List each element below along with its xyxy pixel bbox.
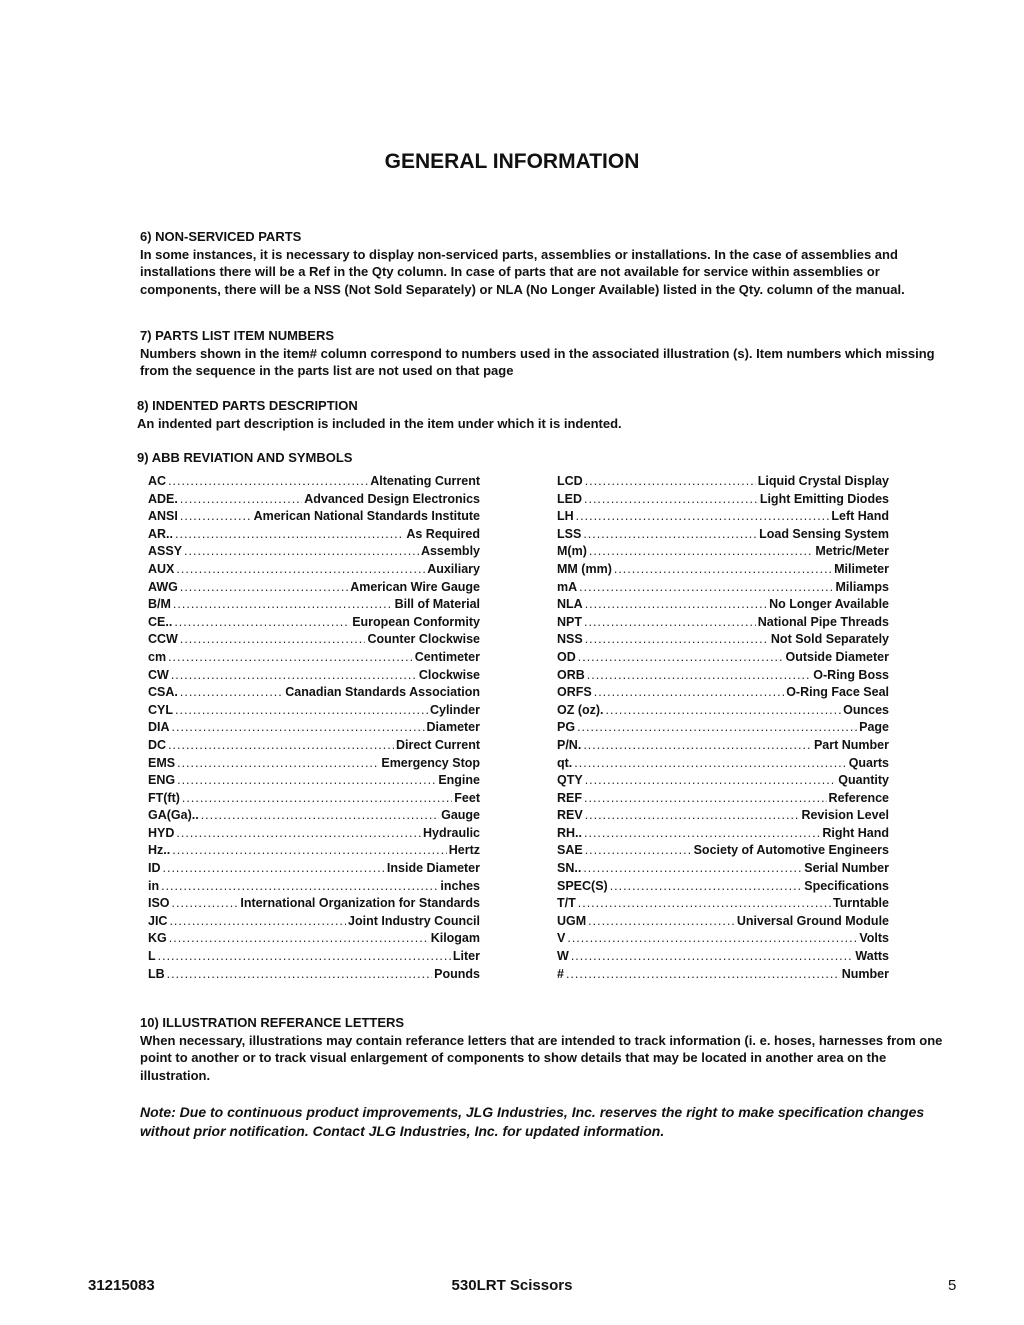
leader-dots (172, 896, 239, 910)
leader-dots (180, 580, 348, 594)
abbreviation-meaning: Liquid Crystal Display (757, 474, 889, 488)
leader-dots (177, 756, 379, 770)
section-heading: 10) ILLUSTRATION REFERANCE LETTERS (140, 1015, 405, 1030)
abbreviation-meaning: Advanced Design Electronics (304, 491, 480, 506)
abbreviation-row (557, 544, 889, 562)
abbreviation-row (557, 668, 889, 686)
abbreviation: FT(ft) (148, 790, 180, 805)
leader-dots (158, 949, 451, 963)
abbreviation: QTY (557, 773, 583, 788)
abbreviation-meaning: Pounds (434, 966, 480, 981)
abbreviation-row (148, 826, 480, 844)
leader-dots (180, 685, 283, 699)
leader-dots (172, 843, 447, 857)
abbreviation: SN.. (557, 861, 582, 876)
leader-dots (171, 668, 417, 682)
leader-dots (583, 861, 802, 875)
section-non-serviced-parts (140, 228, 950, 298)
abbreviation-meaning: Bill of Material (394, 597, 480, 612)
section-indented-parts-description (137, 397, 947, 432)
abbreviation-meaning: Miliamps (835, 579, 889, 594)
abbreviation-meaning: Light Emitting Diodes (759, 491, 889, 506)
abbreviation-row (148, 632, 480, 650)
abbreviation: DIA (148, 720, 170, 735)
abbreviation-meaning: Quantity (838, 773, 889, 788)
abbreviation-row (148, 791, 480, 809)
leader-dots (176, 562, 425, 576)
abbreviation: UGM (557, 913, 587, 928)
section-heading: 6) NON-SERVICED PARTS (140, 229, 302, 244)
abbreviation-row (557, 615, 889, 633)
abbreviation-meaning: American National Standards Institute (253, 509, 480, 524)
abbreviation-meaning: Metric/Meter (815, 544, 889, 559)
abbreviation-row (148, 720, 480, 738)
leader-dots (585, 773, 837, 787)
abbreviation: CSA. (148, 685, 178, 700)
abbreviation-meaning: Auxiliary (427, 561, 480, 576)
abbreviation: MM (mm) (557, 561, 612, 576)
abbreviation-meaning: American Wire Gauge (350, 579, 480, 594)
leader-dots (585, 632, 769, 646)
abbreviation-row (557, 492, 889, 510)
abbreviation-row (557, 967, 889, 985)
abbreviation: SAE (557, 843, 583, 858)
abbreviation-row (557, 580, 889, 598)
abbreviation: AR.. (148, 526, 173, 541)
abbreviation-meaning: Kilogam (430, 931, 480, 946)
abbreviation-row (557, 632, 889, 650)
abbreviation-meaning: Centimeter (414, 649, 480, 664)
section-parts-list-item-numbers (140, 327, 950, 380)
leader-dots (168, 650, 413, 664)
abbreviation-row (148, 773, 480, 791)
leader-dots (175, 703, 428, 717)
abbreviation-meaning: Altenating Current (370, 474, 480, 488)
abbreviation-row (557, 720, 889, 738)
leader-dots (577, 720, 857, 734)
abbreviation-meaning: As Required (406, 526, 480, 541)
abbreviation-row (148, 597, 480, 615)
abbreviation-row (148, 492, 480, 510)
abbreviation: SPEC(S) (557, 878, 608, 893)
abbreviation-row (148, 914, 480, 932)
leader-dots (169, 931, 429, 945)
abbreviation-row (557, 931, 889, 949)
abbreviation-row (148, 474, 480, 492)
abbreviation-row (557, 597, 889, 615)
abbreviation-meaning: Not Sold Separately (770, 632, 889, 647)
abbreviation-meaning: Left Hand (831, 509, 889, 524)
abbreviation: CYL (148, 702, 173, 717)
abbreviation: mA (557, 579, 578, 594)
abbreviation-row (557, 826, 889, 844)
abbreviation-row (557, 843, 889, 861)
abbreviation-row (557, 914, 889, 932)
abbreviation-meaning: Load Sensing System (759, 526, 889, 541)
abbreviation: M(m) (557, 544, 587, 559)
abbreviation: W (557, 949, 569, 964)
abbreviation-row (557, 650, 889, 668)
abbreviation: NLA (557, 597, 583, 612)
abbreviation: AWG (148, 579, 178, 594)
abbreviation-meaning: Page (859, 720, 889, 735)
abbreviation-meaning: European Conformity (352, 614, 480, 629)
abbreviation-row (148, 509, 480, 527)
abbreviation-meaning: Hertz (448, 843, 480, 858)
abbreviation-meaning: Ounces (843, 702, 889, 717)
abbreviation-meaning: Specifications (804, 878, 889, 893)
abbreviation: JIC (148, 913, 168, 928)
leader-dots (172, 720, 425, 734)
abbreviation-row (148, 703, 480, 721)
leader-dots (168, 474, 368, 488)
abbreviation: AC (148, 474, 167, 488)
section-heading: 8) INDENTED PARTS DESCRIPTION (137, 398, 358, 413)
abbreviation-row (557, 879, 889, 897)
abbreviation-row (148, 861, 480, 879)
leader-dots (583, 738, 812, 752)
abbreviation-row (148, 615, 480, 633)
abbreviation-row (557, 703, 889, 721)
leader-dots (175, 527, 404, 541)
footer-page-number: 5 (948, 1277, 957, 1294)
abbreviation-meaning: Feet (454, 790, 480, 805)
footer-model-name: 530LRT Scissors (451, 1277, 573, 1294)
abbreviation: KG (148, 931, 167, 946)
abbreviation: # (557, 966, 564, 981)
abbreviation-row (148, 808, 480, 826)
leader-dots (589, 544, 814, 558)
note-text: Note: Due to continuous product improvements, JLG Industries, Inc. reserves the right to make specification changes without prior notification. Contact JLG Industries, Inc. for updated information. (140, 1104, 925, 1139)
leader-dots (579, 580, 833, 594)
abbreviation-meaning: Hydraulic (423, 825, 480, 840)
abbreviation-meaning: Counter Clockwise (367, 632, 480, 647)
leader-dots (594, 685, 784, 699)
abbreviation-row (557, 509, 889, 527)
abbreviation: LB (148, 966, 165, 981)
abbreviation: ADE. (148, 491, 178, 506)
leader-dots (180, 492, 302, 506)
section-text: Numbers shown in the item# column correspond to numbers used in the associated illustration (s). Item numbers which missing from the sequence in the parts list are not used on that page (140, 345, 935, 378)
abbreviation: L (148, 949, 156, 964)
abbreviation: OZ (oz). (557, 702, 604, 717)
abbreviation-meaning: Society of Automotive Engineers (693, 843, 889, 858)
abbreviation-row (148, 668, 480, 686)
abbreviation-row (557, 808, 889, 826)
abbreviation-meaning: Inside Diameter (386, 861, 480, 876)
abbreviation-meaning: Turntable (832, 896, 889, 911)
abbreviation-row (148, 756, 480, 774)
leader-dots (161, 879, 438, 893)
abbreviation-row (557, 738, 889, 756)
leader-dots (176, 826, 421, 840)
leader-dots (606, 703, 842, 717)
leader-dots (584, 615, 756, 629)
abbreviation-meaning: Outside Diameter (785, 649, 889, 664)
abbreviation-meaning: Serial Number (804, 861, 889, 876)
leader-dots (584, 791, 827, 805)
abbreviation-row (557, 861, 889, 879)
abbreviation: P/N. (557, 737, 582, 752)
abbreviation: ANSI (148, 509, 178, 524)
abbreviation-row (148, 931, 480, 949)
abbreviation-meaning: National Pipe Threads (757, 614, 889, 629)
abbreviation-meaning: Clockwise (418, 667, 480, 682)
section-text: In some instances, it is necessary to display non-serviced parts, assemblies or installations. In the case of assemblies and installations there will be a Ref in the Qty column. In case of parts that are not available for service within assemblies or components, there will be a NSS (Not Sold Separately) or NLA (No Longer Available) listed in the Qty. column of the manual. (140, 246, 905, 297)
abbreviation-meaning: Joint Industry Council (348, 913, 480, 928)
leader-dots (587, 668, 812, 682)
abbreviation: OD (557, 649, 576, 664)
page-title: GENERAL INFORMATION (384, 150, 640, 173)
abbreviation: LSS (557, 526, 582, 541)
leader-dots (584, 826, 820, 840)
abbreviation-meaning: Diameter (426, 720, 480, 735)
abbreviation: PG (557, 720, 576, 735)
leader-dots (585, 843, 692, 857)
abbreviation-meaning: Emergency Stop (381, 755, 480, 770)
abbreviation: ORFS (557, 685, 592, 700)
leader-dots (574, 756, 846, 770)
abbreviation-meaning: International Organization for Standards (240, 896, 480, 911)
abbreviation: LH (557, 509, 574, 524)
abbreviation: ID (148, 861, 161, 876)
abbreviation-meaning: Reference (828, 790, 889, 805)
abbreviation-row (148, 738, 480, 756)
leader-dots (610, 879, 803, 893)
abbreviation: EMS (148, 755, 176, 770)
abbreviation-row (148, 562, 480, 580)
abbreviation-row (148, 685, 480, 703)
leader-dots (585, 808, 800, 822)
abbreviation-meaning: Right Hand (822, 825, 889, 840)
abbreviation-row (557, 527, 889, 545)
leader-dots (182, 791, 452, 805)
leader-dots (583, 527, 757, 541)
abbreviation-meaning: Quarts (848, 755, 889, 770)
abbreviation: CE.. (148, 614, 173, 629)
leader-dots (184, 544, 419, 558)
abbreviation-meaning: Engine (438, 773, 480, 788)
abbreviation: LCD (557, 474, 583, 488)
abbreviation-meaning: O-Ring Face Seal (786, 685, 889, 700)
abbreviation: REV (557, 808, 583, 823)
leader-dots (180, 509, 252, 523)
abbreviation-meaning: No Longer Available (769, 597, 889, 612)
abbreviation-row (148, 650, 480, 668)
leader-dots (177, 773, 436, 787)
footer-document-number: 31215083 (88, 1277, 155, 1294)
abbreviation: cm (148, 649, 167, 664)
abbreviation: NPT (557, 614, 582, 629)
abbreviation-row (557, 474, 889, 492)
leader-dots (201, 808, 439, 822)
abbreviation-meaning: Number (841, 966, 889, 981)
leader-dots (588, 914, 735, 928)
abbreviation-row (557, 791, 889, 809)
leader-dots (585, 597, 767, 611)
abbreviation: DC (148, 737, 167, 752)
abbreviation-row (557, 773, 889, 791)
abbreviation-list-right (557, 474, 889, 984)
leader-dots (585, 474, 756, 488)
abbreviation-row (148, 967, 480, 985)
abbreviation-meaning: Cylinder (429, 702, 480, 717)
leader-dots (576, 509, 830, 523)
leader-dots (174, 615, 350, 629)
abbreviation-row (148, 949, 480, 967)
abbreviation-meaning: Liter (452, 949, 480, 964)
abbreviation-row (557, 949, 889, 967)
abbreviation-meaning: Assembly (420, 544, 480, 559)
abbreviation-meaning: O-Ring Boss (813, 667, 889, 682)
abbreviation-meaning: Universal Ground Module (736, 913, 889, 928)
abbreviation: LED (557, 491, 582, 506)
abbreviation-row (557, 896, 889, 914)
abbreviation: AUX (148, 561, 175, 576)
abbreviation: HYD (148, 825, 175, 840)
abbreviation: ISO (148, 896, 170, 911)
abbreviation: ENG (148, 773, 176, 788)
leader-dots (614, 562, 832, 576)
abbreviation-list-left (148, 474, 480, 984)
abbreviation-meaning: inches (440, 878, 480, 893)
leader-dots (578, 650, 784, 664)
abbreviation: GA(Ga).. (148, 808, 199, 823)
abbreviation-meaning: Revision Level (801, 808, 889, 823)
leader-dots (168, 738, 394, 752)
abbreviation-meaning: Volts (859, 931, 889, 946)
leader-dots (584, 492, 758, 506)
leader-dots (571, 949, 854, 963)
abbreviation: CW (148, 667, 169, 682)
abbreviation-row (148, 580, 480, 598)
abbreviation: REF (557, 790, 582, 805)
abbreviation-row (148, 896, 480, 914)
leader-dots (173, 597, 393, 611)
abbreviation-meaning: Direct Current (395, 737, 480, 752)
section-heading: 7) PARTS LIST ITEM NUMBERS (140, 328, 335, 343)
abbreviation-meaning: Canadian Standards Association (285, 685, 480, 700)
section-text: An indented part description is included in the item under which it is indented. (137, 415, 622, 431)
abbreviation: in (148, 878, 160, 893)
abbreviation: RH.. (557, 825, 582, 840)
abbreviation: Hz.. (148, 843, 171, 858)
leader-dots (169, 914, 346, 928)
abbreviation-row (148, 527, 480, 545)
section-heading-abbreviations: 9) ABB REVIATION AND SYMBOLS (137, 450, 353, 465)
abbreviation-meaning: Gauge (441, 808, 480, 823)
abbreviation: T/T (557, 896, 576, 911)
abbreviation-row (557, 756, 889, 774)
section-illustration-reference-letters (140, 1014, 950, 1084)
abbreviation: B/M (148, 597, 171, 612)
abbreviation-meaning: Part Number (813, 737, 889, 752)
abbreviation-row (148, 843, 480, 861)
abbreviation: ASSY (148, 544, 183, 559)
abbreviation: qt. (557, 755, 573, 770)
abbreviation: ORB (557, 667, 585, 682)
abbreviation: NSS (557, 632, 583, 647)
leader-dots (567, 931, 857, 945)
abbreviation-row (557, 685, 889, 703)
leader-dots (180, 632, 366, 646)
leader-dots (578, 896, 831, 910)
abbreviation: CCW (148, 632, 178, 647)
abbreviation-row (557, 562, 889, 580)
abbreviation-meaning: Watts (855, 949, 889, 964)
abbreviation: V (557, 931, 566, 946)
abbreviation-row (148, 544, 480, 562)
abbreviation-meaning: Milimeter (834, 561, 889, 576)
leader-dots (163, 861, 385, 875)
section-text: When necessary, illustrations may contain referance letters that are intended to track information (i. e. hoses, harnesses from one point to another or to track visual enlargement of components to show details that may be located in another area on the illustration. (140, 1032, 943, 1083)
leader-dots (167, 967, 432, 981)
abbreviation-row (148, 879, 480, 897)
leader-dots (566, 967, 840, 981)
